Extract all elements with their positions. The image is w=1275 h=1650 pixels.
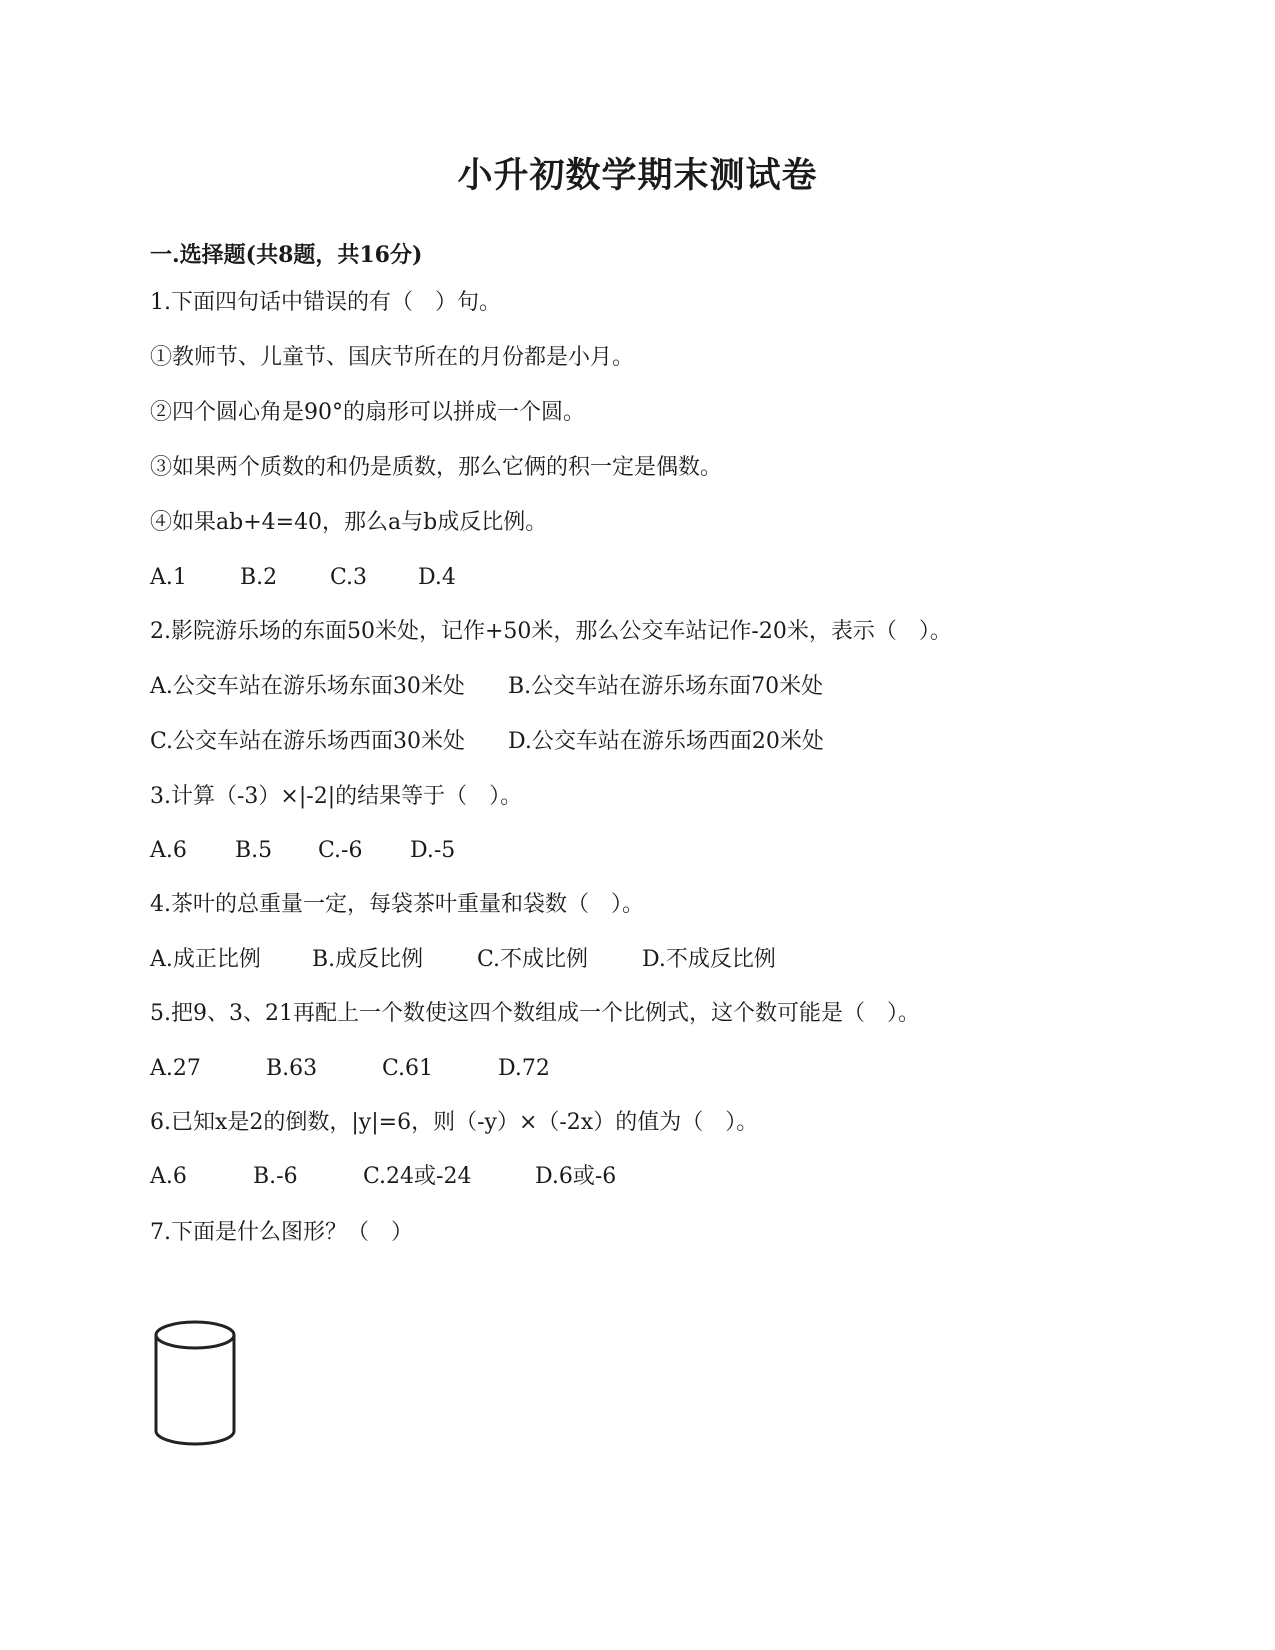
question-2-stem: 2.影院游乐场的东面50米处，记作+50米，那么公交车站记作-20米，表示（ ）。: [150, 619, 952, 644]
option-b: B.2: [240, 565, 278, 590]
question-4-options: [150, 945, 776, 975]
option-a: A.公交车站在游乐场东面30米处: [150, 674, 465, 699]
option-c: C.3: [330, 565, 368, 590]
option-d: D.不成反比例: [642, 947, 776, 972]
question-2-options-row-2: [150, 727, 824, 757]
section-heading: 一.选择题(共8题，共16分): [150, 242, 423, 268]
option-d: D.4: [418, 565, 456, 590]
question-1-statement-1: ①教师节、儿童节、国庆节所在的月份都是小月。: [150, 345, 635, 370]
option-c: C.公交车站在游乐场西面30米处: [150, 729, 466, 754]
option-d: D.公交车站在游乐场西面20米处: [508, 729, 824, 754]
option-a: A.6: [150, 1164, 187, 1189]
question-4-stem: 4.茶叶的总重量一定，每袋茶叶重量和袋数（ ）。: [150, 892, 644, 917]
option-c: C.-6: [318, 838, 363, 863]
option-a: A.27: [150, 1056, 201, 1081]
question-3-stem: 3.计算（-3）×|-2|的结果等于（ ）。: [150, 784, 523, 809]
option-a: A.1: [150, 565, 187, 590]
question-3-options: [150, 836, 455, 866]
option-d: D.72: [498, 1056, 550, 1081]
question-6-options: [150, 1162, 616, 1192]
question-5-stem: 5.把9、3、21再配上一个数使这四个数组成一个比例式，这个数可能是（ ）。: [150, 1001, 920, 1026]
question-1-statement-4: ④如果ab+4=40，那么a与b成反比例。: [150, 510, 548, 535]
option-c: C.不成比例: [477, 947, 589, 972]
question-2-options-row-1: [150, 672, 823, 702]
option-c: C.24或-24: [363, 1164, 472, 1189]
question-1-statement-3: ③如果两个质数的和仍是质数，那么它俩的积一定是偶数。: [150, 455, 723, 480]
option-b: B.成反比例: [312, 947, 424, 972]
page-title: 小升初数学期末测试卷: [457, 155, 818, 196]
option-a: A.成正比例: [150, 947, 261, 972]
option-b: B.-6: [253, 1164, 298, 1189]
question-1-stem: 1.下面四句话中错误的有（ ）句。: [150, 290, 501, 315]
question-5-options: [150, 1054, 550, 1084]
option-b: B.63: [266, 1056, 318, 1081]
question-7-stem: 7.下面是什么图形？（ ）: [150, 1220, 413, 1245]
question-6-stem: 6.已知x是2的倒数，|y|=6，则（-y）×（-2x）的值为（ ）。: [150, 1110, 759, 1135]
option-d: D.6或-6: [535, 1164, 617, 1189]
question-1-statement-2: ②四个圆心角是90°的扇形可以拼成一个圆。: [150, 400, 585, 425]
option-a: A.6: [150, 838, 187, 863]
option-d: D.-5: [410, 838, 456, 863]
option-b: B.公交车站在游乐场东面70米处: [508, 674, 824, 699]
option-b: B.5: [235, 838, 273, 863]
question-1-options: [150, 563, 456, 593]
cylinder-figure-icon: [150, 1318, 240, 1448]
option-c: C.61: [382, 1056, 434, 1081]
